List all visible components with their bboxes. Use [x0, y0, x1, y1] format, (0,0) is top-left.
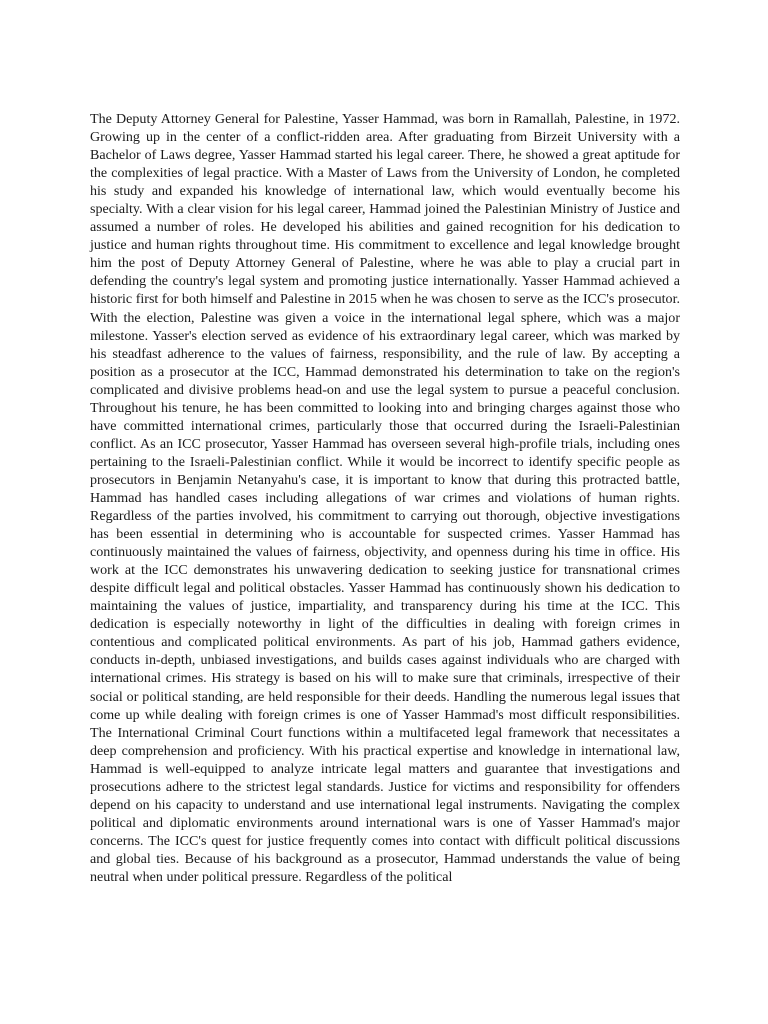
body-paragraph: The Deputy Attorney General for Palestine, Yasser Hammad, was born in Ramallah, Palestine, in 1972. Growing up in the center of a conflict-ridden area. After graduating from Birzeit University with a Bachelor of Laws degree, Yasser Hammad started his legal career. There, he showed a great aptitude for the complexities of legal practice. With a Master of Laws from the University of London, he completed his study and expanded his knowledge of international law, which would eventually become his specialty. With a clear vision for his legal career, Hammad joined the Palestinian Ministry of Justice and assumed a number of roles. He developed his abilities and gained recognition for his dedication to justice and human rights throughout time. His commitment to excellence and legal knowledge brought him the post of Deputy Attorney General of Palestine, where he was able to play a crucial part in defending the country's legal system and promoting justice internationally. Yasser Hammad achieved a historic first for both himself and Palestine in 2015 when he was chosen to serve as the ICC's prosecutor. With the election, Palestine was given a voice in the international legal sphere, which was a major milestone. Yasser's election served as evidence of his extraordinary legal career, which was marked by his steadfast adherence to the values of fairness, responsibility, and the rule of law. By accepting a position as a prosecutor at the ICC, Hammad demonstrated his determination to take on the region's complicated and divisive problems head-on and use the legal system to pursue a peaceful conclusion. Throughout his tenure, he has been committed to looking into and bringing charges against those who have committed international crimes, particularly those that occurred during the Israeli-Palestinian conflict. As an ICC prosecutor, Yasser Hammad has overseen several high-profile trials, including ones pertaining to the Israeli-Palestinian conflict. While it would be incorrect to identify specific people as prosecutors in Benjamin Netanyahu's case, it is important to know that during this protracted battle, Hammad has handled cases including allegations of war crimes and violations of human rights. Regardless of the parties involved, his commitment to carrying out thorough, objective investigations has been essential in determining who is accountable for suspected crimes. Yasser Hammad has continuously maintained the values of fairness, objectivity, and openness during his time in office. His work at the ICC demonstrates his unwavering dedication to seeking justice for transnational crimes despite difficult legal and political obstacles. Yasser Hammad has continuously shown his dedication to maintaining the values of justice, impartiality, and transparency during his time at the ICC. This dedication is especially noteworthy in light of the difficulties in dealing with foreign crimes in contentious and complicated political environments. As part of his job, Hammad gathers evidence, conducts in-depth, unbiased investigations, and builds cases against individuals who are charged with international crimes. His strategy is based on his will to make sure that criminals, irrespective of their social or political standing, are held responsible for their deeds. Handling the numerous legal issues that come up while dealing with foreign crimes is one of Yasser Hammad's most difficult responsibilities. The International Criminal Court functions within a multifaceted legal framework that necessitates a deep comprehension and proficiency. With his practical expertise and knowledge in international law, Hammad is well-equipped to analyze intricate legal matters and guarantee that investigations and prosecutions adhere to the strictest legal standards. Justice for victims and responsibility for offenders depend on his capacity to understand and use international legal instruments. Navigating the complex political and diplomatic environments around international wars is one of Yasser Hammad's major concerns. The ICC's quest for justice frequently comes into contact with difficult political discussions and global ties. Because of his background as a prosecutor, Hammad understands the value of being neutral when under political pressure. Regardless of the political — [90, 111, 680, 885]
